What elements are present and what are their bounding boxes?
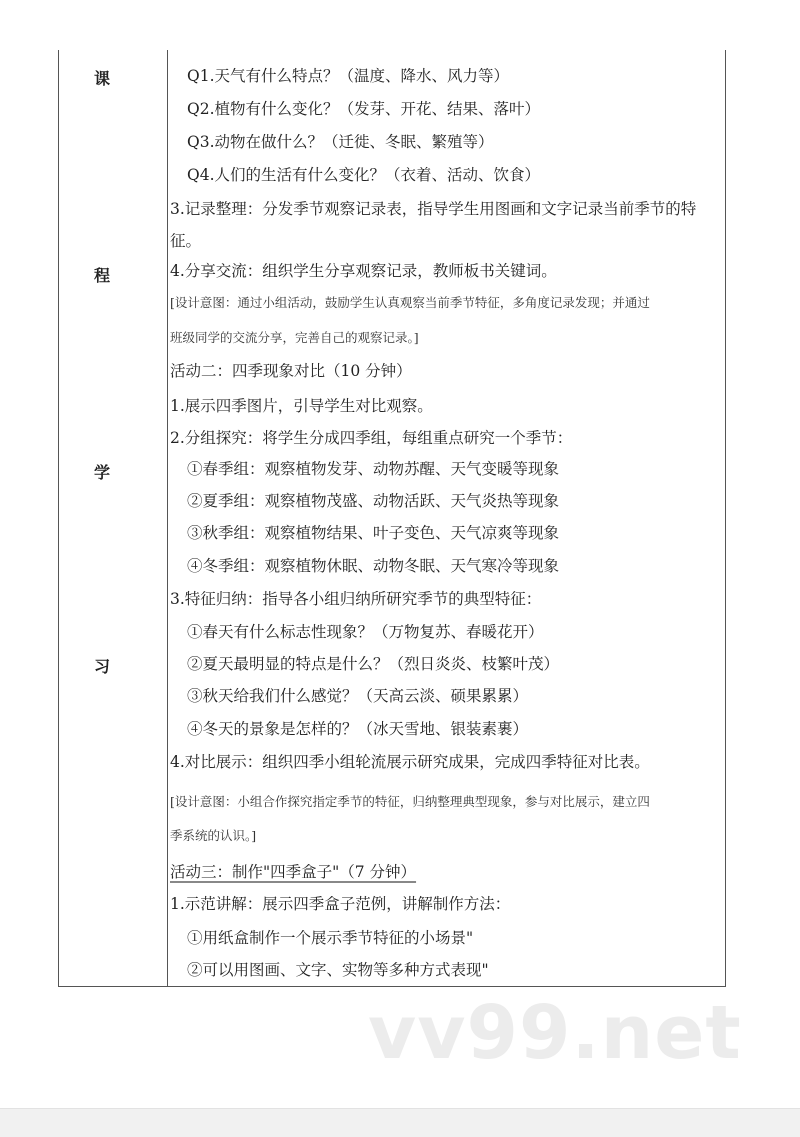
content-line: 征。 (170, 232, 202, 250)
content-line: Q3.动物在做什么？（迁徙、冬眠、繁殖等） (187, 133, 494, 151)
design-intent-text: [设计意图：通过小组活动，鼓励学生认真观察当前季节特征，多角度记录发现；并通过 (170, 295, 650, 310)
side-label-ke: 课 (94, 69, 111, 88)
content-line: 2.分组探究：将学生分成四季组，每组重点研究一个季节： (170, 429, 573, 447)
side-label-xi: 习 (94, 657, 111, 676)
content-line: ④冬天的景象是怎样的？（冰天雪地、银装素裹） (187, 720, 529, 738)
content-line: 1.展示四季图片，引导学生对比观察。 (170, 397, 433, 415)
side-label-cheng: 程 (94, 266, 111, 285)
content-line: 3.记录整理：分发季节观察记录表，指导学生用图画和文字记录当前季节的特 (170, 200, 697, 218)
content-line: ②夏天最明显的特点是什么？（烈日炎炎、枝繁叶茂） (187, 655, 560, 673)
design-intent-text: 季系统的认识。] (170, 828, 257, 843)
design-intent-text: [设计意图：小组合作探究指定季节的特征，归纳整理典型现象，参与对比展示，建立四 (170, 794, 650, 809)
content-line: Q4.人们的生活有什么变化？（衣着、活动、饮食） (187, 166, 540, 184)
design-intent-text: 班级同学的交流分享，完善自己的观察记录。] (170, 330, 419, 345)
activity-heading: 活动二：四季现象对比（10 分钟） (170, 362, 412, 380)
content-line: Q1.天气有什么特点？（温度、降水、风力等） (187, 67, 509, 85)
content-line: 3.特征归纳：指导各小组归纳所研究季节的典型特征： (170, 590, 542, 608)
content-line: 4.对比展示：组织四季小组轮流展示研究成果，完成四季特征对比表。 (170, 753, 650, 771)
content-line: 1.示范讲解：展示四季盒子范例，讲解制作方法： (170, 895, 511, 913)
content-line: 4.分享交流：组织学生分享观察记录，教师板书关键词。 (170, 262, 557, 280)
content-line: ①用纸盒制作一个展示季节特征的小场景" (187, 929, 474, 947)
content-line: Q2.植物有什么变化？（发芽、开花、结果、落叶） (187, 100, 540, 118)
content-line: ③秋天给我们什么感觉？（天高云淡、硕果累累） (187, 687, 529, 705)
activity-heading: 活动三：制作"四季盒子"（7 分钟） (170, 863, 417, 881)
watermark: vv99.net (368, 990, 742, 1076)
column-divider (167, 50, 168, 987)
lesson-table (58, 50, 726, 987)
content-line: ①春季组：观察植物发芽、动物苏醒、天气变暖等现象 (187, 460, 560, 478)
content-line: ②可以用图画、文字、实物等多种方式表现" (187, 961, 489, 979)
content-line: ④冬季组：观察植物休眠、动物冬眠、天气寒冷等现象 (187, 557, 560, 575)
content-line: ③秋季组：观察植物结果、叶子变色、天气凉爽等现象 (187, 524, 560, 542)
content-line: ②夏季组：观察植物茂盛、动物活跃、天气炎热等现象 (187, 492, 560, 510)
content-line: ①春天有什么标志性现象？（万物复苏、春暖花开） (187, 623, 544, 641)
bottom-bar (0, 1108, 800, 1137)
side-label-xue: 学 (94, 463, 111, 482)
